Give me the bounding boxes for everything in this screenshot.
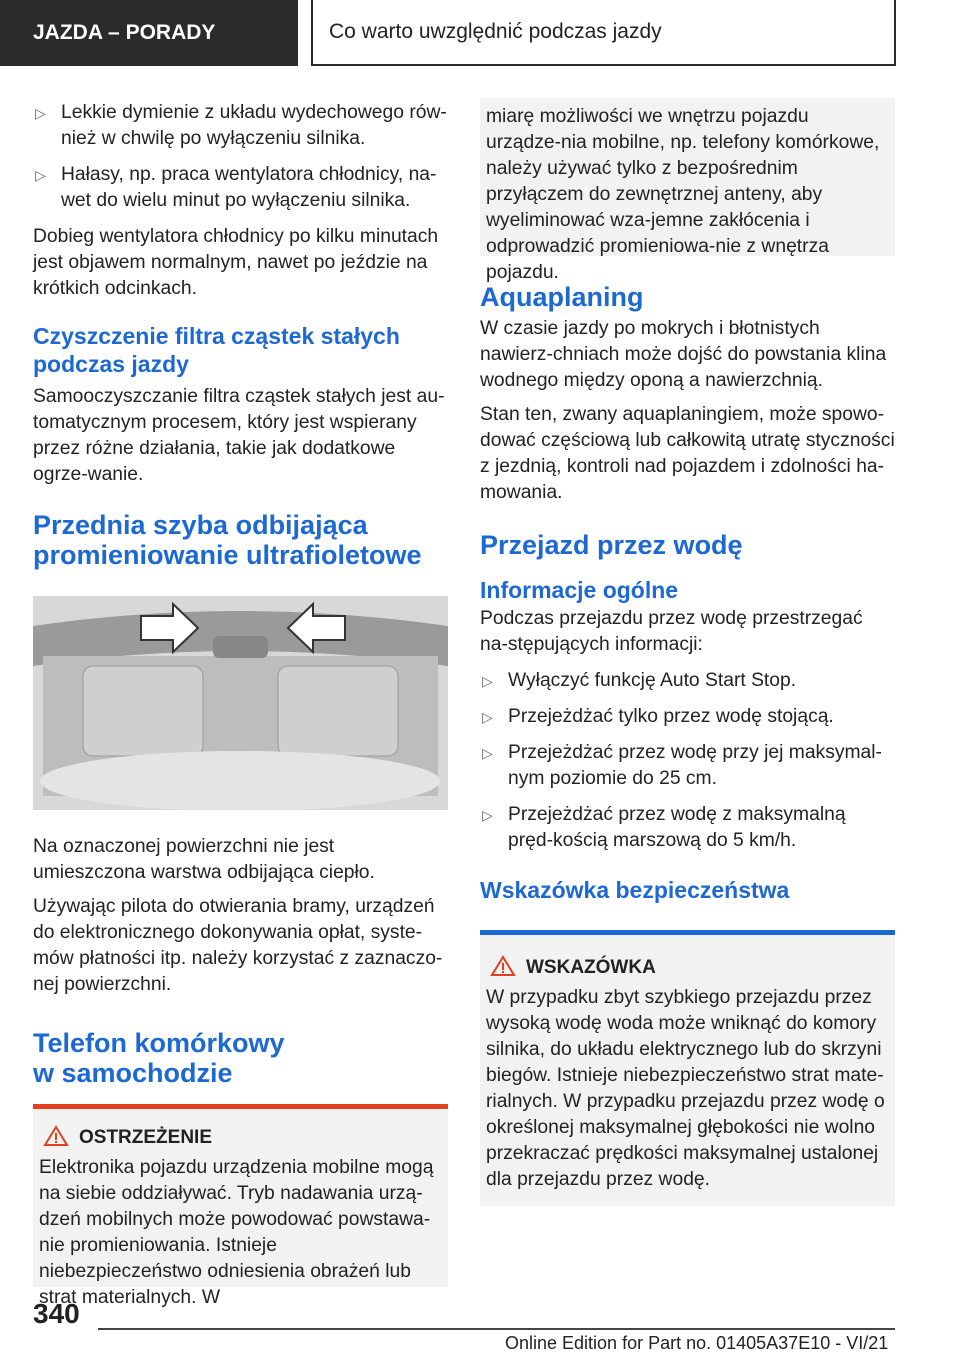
paragraph: Dobieg wentylatora chłodnicy po kilku minutach jest objawem normalnym, nawet po jeździe na krótkich odcinkach. xyxy=(33,226,439,299)
section-heading: Przejazd przez wodę xyxy=(480,530,743,560)
subsection-heading: Informacje ogólne xyxy=(480,577,679,603)
list-item xyxy=(33,162,448,214)
list-item-text: Lekkie dymienie z układu wydechowego rów- nież w chwilę po wyłączeniu silnika. xyxy=(61,102,447,149)
paragraph: Używając pilota do otwierania bramy, urządzeń do elektronicznego dokonywania opłat, syste-mów płatności itp. należy korzystać z zaznaczo-nej powierzchni. xyxy=(33,896,443,995)
edition-info: Online Edition for Part no. 01405A37E10 - VI/21 xyxy=(505,1333,889,1353)
warning-triangle-icon xyxy=(490,955,516,977)
warning-text: miarę możliwości we wnętrzu pojazdu urządze-nia mobilne, np. telefony komórkowe, należy używać tylko z bezpośrednim przyłączem do zewnętrznej anteny, aby wyeliminować wza-jemne zakłócenia i odprowadzić promieniowa-nie z wnętrza pojazdu. xyxy=(486,106,880,283)
triangle-bullet-icon: ▷ xyxy=(35,105,46,121)
section-heading: Czyszczenie filtra cząstek stałych podczas jazdy xyxy=(33,323,400,377)
note-title xyxy=(480,935,895,981)
list-item xyxy=(33,100,448,152)
note-box xyxy=(480,930,895,1206)
paragraph: Stan ten, zwany aquaplaningiem, może spowo-dować częściową lub całkowitą utratę styczności z jezdnią, kontroli nad pojazdem i zdolności ha-mowania. xyxy=(480,404,895,503)
list-item xyxy=(480,668,895,694)
section-heading: Telefon komórkowy w samochodzie xyxy=(33,1028,285,1088)
note-text: W przypadku zbyt szybkiego przejazdu przez wysoką wodę woda może wniknąć do komory silnika, do układu elektrycznego lub do skrzyni biegów. Istnieje niebezpieczeństwo strat mate-rialnych. W przypadku przejazdu przez wodę o określonej maksymalnej głębokości nie wolno przekraczać prędkości maksymalnej ustalonej dla przejazdu przez wodę. xyxy=(486,987,885,1190)
right-column xyxy=(480,100,895,1206)
chapter-title: Co warto uwzględnić podczas jazdy xyxy=(311,0,896,66)
triangle-bullet-icon: ▷ xyxy=(482,673,493,689)
subsection-heading: Wskazówka bezpieczeństwa xyxy=(480,877,790,903)
warning-triangle-icon xyxy=(43,1125,69,1147)
paragraph: W czasie jazdy po mokrych i błotnistych nawierz-chniach może dojść do powstania klina wodnego między oponą a nawierzchnią. xyxy=(480,318,887,391)
paragraph: Na oznaczonej powierzchni nie jest umieszczona warstwa odbijająca ciepło. xyxy=(33,836,375,883)
windshield-illustration xyxy=(33,596,448,810)
warning-title xyxy=(33,1109,448,1151)
list-item-text: Wyłączyć funkcję Auto Start Stop. xyxy=(508,670,797,691)
page-header xyxy=(0,0,960,66)
list-item-text: Przejeżdżać przez wodę przy jej maksymal-nym poziomie do 25 cm. xyxy=(508,742,882,789)
list-item-text: Hałasy, np. praca wentylatora chłodnicy, na- wet do wielu minut po wyłączeniu silnika. xyxy=(61,164,437,211)
triangle-bullet-icon: ▷ xyxy=(482,709,493,725)
list-item-text: Przejeżdżać tylko przez wodę stojącą. xyxy=(508,706,834,727)
list-item-text: Przejeżdżać przez wodę z maksymalną pręd-kością marszową do 5 km/h. xyxy=(508,804,846,851)
triangle-bullet-icon: ▷ xyxy=(482,745,493,761)
paragraph: Samooczyszczanie filtra cząstek stałych jest au-tomatycznym procesem, który jest wspierany przez różne działania, takie jak dodatkowe ogrze-wanie. xyxy=(33,386,445,485)
list-item xyxy=(480,704,895,730)
list-item xyxy=(480,740,895,792)
page-number: 340 xyxy=(33,1298,80,1329)
section-label: JAZDA – PORADY xyxy=(0,0,298,66)
warning-box xyxy=(33,1104,448,1308)
left-column xyxy=(33,100,448,1308)
paragraph: Podczas przejazdu przez wodę przestrzegać na-stępujących informacji: xyxy=(480,608,863,655)
triangle-bullet-icon: ▷ xyxy=(482,807,493,823)
footer-divider xyxy=(98,1328,895,1330)
section-heading: Aquaplaning xyxy=(480,282,644,312)
section-heading: Przednia szyba odbijająca promieniowanie ultrafioletowe xyxy=(33,510,422,570)
warning-box-continued xyxy=(480,98,895,283)
note-title-text: WSKAZÓWKA xyxy=(526,957,656,978)
warning-text: Elektronika pojazdu urządzenia mobilne mogą na siebie oddziaływać. Tryb nadawania urzą-dzeń mobilnych może powodować powstawa-nie promieniowania. Istnieje niebezpieczeństwo odniesienia obrażeń lub strat materialnych. W xyxy=(39,1157,434,1308)
list-item xyxy=(480,802,895,854)
warning-title-text: OSTRZEŻENIE xyxy=(79,1127,213,1148)
triangle-bullet-icon: ▷ xyxy=(35,167,46,183)
